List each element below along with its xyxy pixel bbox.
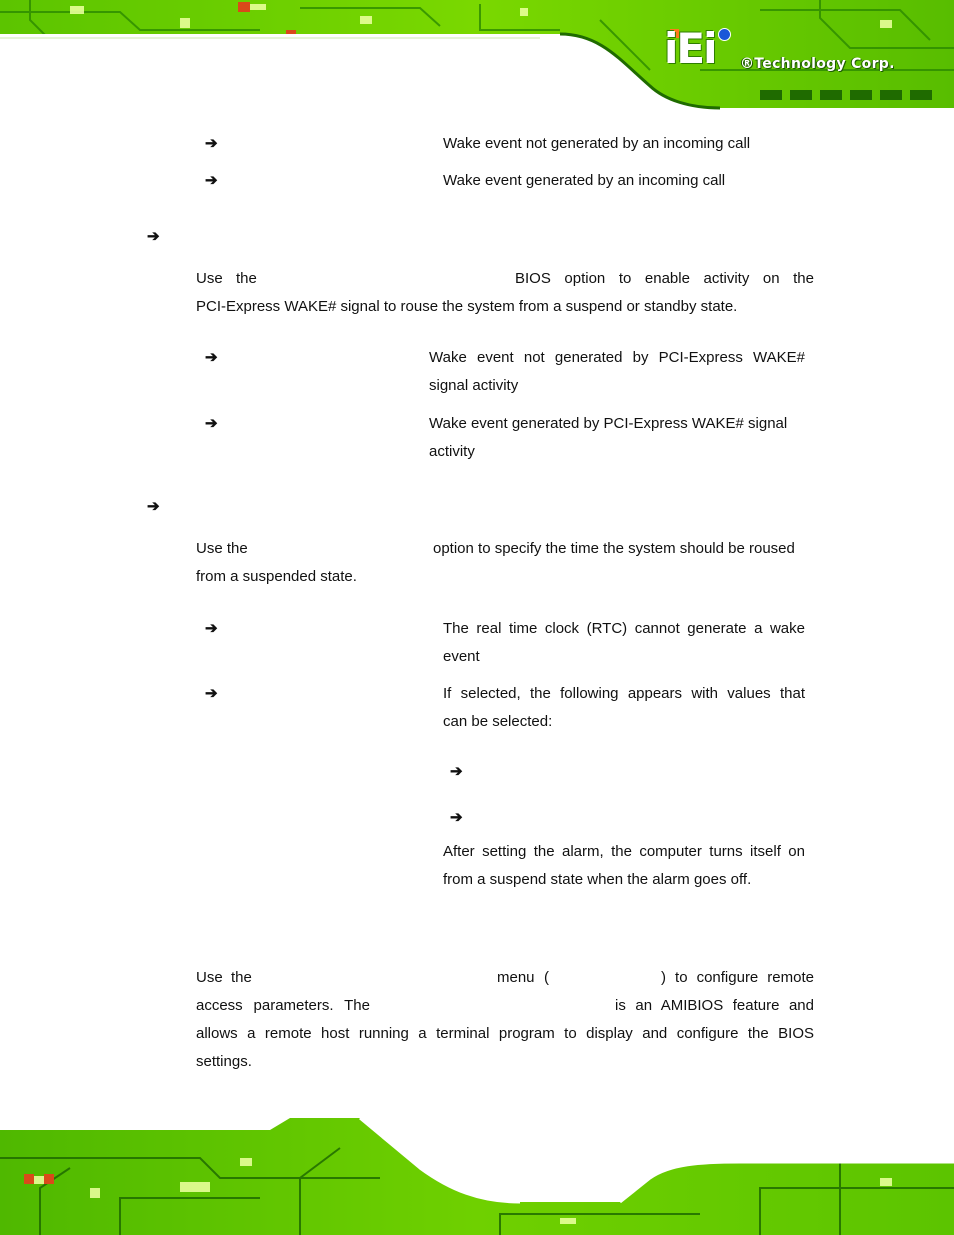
option-description: can be selected: bbox=[443, 713, 553, 730]
option-arrow-icon: ➔ bbox=[205, 135, 218, 152]
option-description: Wake event generated by PCI-Express WAKE# signal bbox=[429, 415, 788, 432]
company-name: ®Technology Corp. bbox=[740, 56, 895, 72]
paragraph-text: Use bbox=[196, 969, 223, 986]
option-description: The real time clock (RTC) cannot generate a wake bbox=[443, 620, 805, 637]
option-description: activity bbox=[429, 443, 475, 460]
company-logo bbox=[664, 24, 954, 80]
option-arrow-icon: ➔ bbox=[205, 685, 218, 702]
paragraph-text: settings. bbox=[196, 1053, 252, 1070]
sub-option-arrow-icon: ➔ bbox=[450, 809, 463, 826]
option-description: event bbox=[443, 648, 480, 665]
note-text: After setting the alarm, the computer turns itself on bbox=[443, 843, 805, 860]
paragraph-text: BIOS option to enable activity on the bbox=[515, 270, 814, 287]
option-description: If selected, the following appears with values that bbox=[443, 685, 805, 702]
option-arrow-icon: ➔ bbox=[205, 620, 218, 637]
option-description: Wake event not generated by PCI-Express WAKE# bbox=[429, 349, 805, 366]
option-description: Wake event generated by an incoming call bbox=[443, 172, 726, 189]
option-arrow-icon: ➔ bbox=[205, 415, 218, 432]
page-footer bbox=[0, 1118, 954, 1235]
option-arrow-icon: ➔ bbox=[205, 349, 218, 366]
option-arrow-icon: ➔ bbox=[205, 172, 218, 189]
sub-option-arrow-icon: ➔ bbox=[450, 763, 463, 780]
paragraph-text: from a suspended state. bbox=[196, 568, 357, 585]
paragraph-text: option to specify the time the system should be roused bbox=[433, 540, 795, 557]
paragraph-text: Use bbox=[196, 270, 223, 287]
paragraph-text: is an AMIBIOS feature and bbox=[615, 997, 814, 1014]
logo-brand: iEi bbox=[664, 24, 716, 73]
paragraph-text: the bbox=[231, 969, 252, 986]
page-header bbox=[0, 0, 954, 112]
circuit-board-footer bbox=[0, 1118, 954, 1235]
logo-dot-icon bbox=[718, 28, 731, 41]
section-arrow-icon: ➔ bbox=[147, 228, 160, 245]
paragraph-text: ) to configure remote bbox=[661, 969, 814, 986]
paragraph-text: PCI-Express WAKE# signal to rouse the system from a suspend or standby state. bbox=[196, 298, 738, 315]
paragraph-text: ( bbox=[544, 969, 549, 986]
paragraph-text: allows a remote host running a terminal program to display and configure the BIOS bbox=[196, 1025, 814, 1042]
paragraph-text: access parameters. The bbox=[196, 997, 370, 1014]
option-description: signal activity bbox=[429, 377, 519, 394]
option-description: Wake event not generated by an incoming call bbox=[443, 135, 751, 152]
section-arrow-icon: ➔ bbox=[147, 498, 160, 515]
note-text: from a suspend state when the alarm goes off. bbox=[443, 871, 752, 888]
paragraph-text: the bbox=[236, 270, 257, 287]
paragraph-text: menu bbox=[497, 969, 535, 986]
paragraph-text: Use the bbox=[196, 540, 248, 557]
